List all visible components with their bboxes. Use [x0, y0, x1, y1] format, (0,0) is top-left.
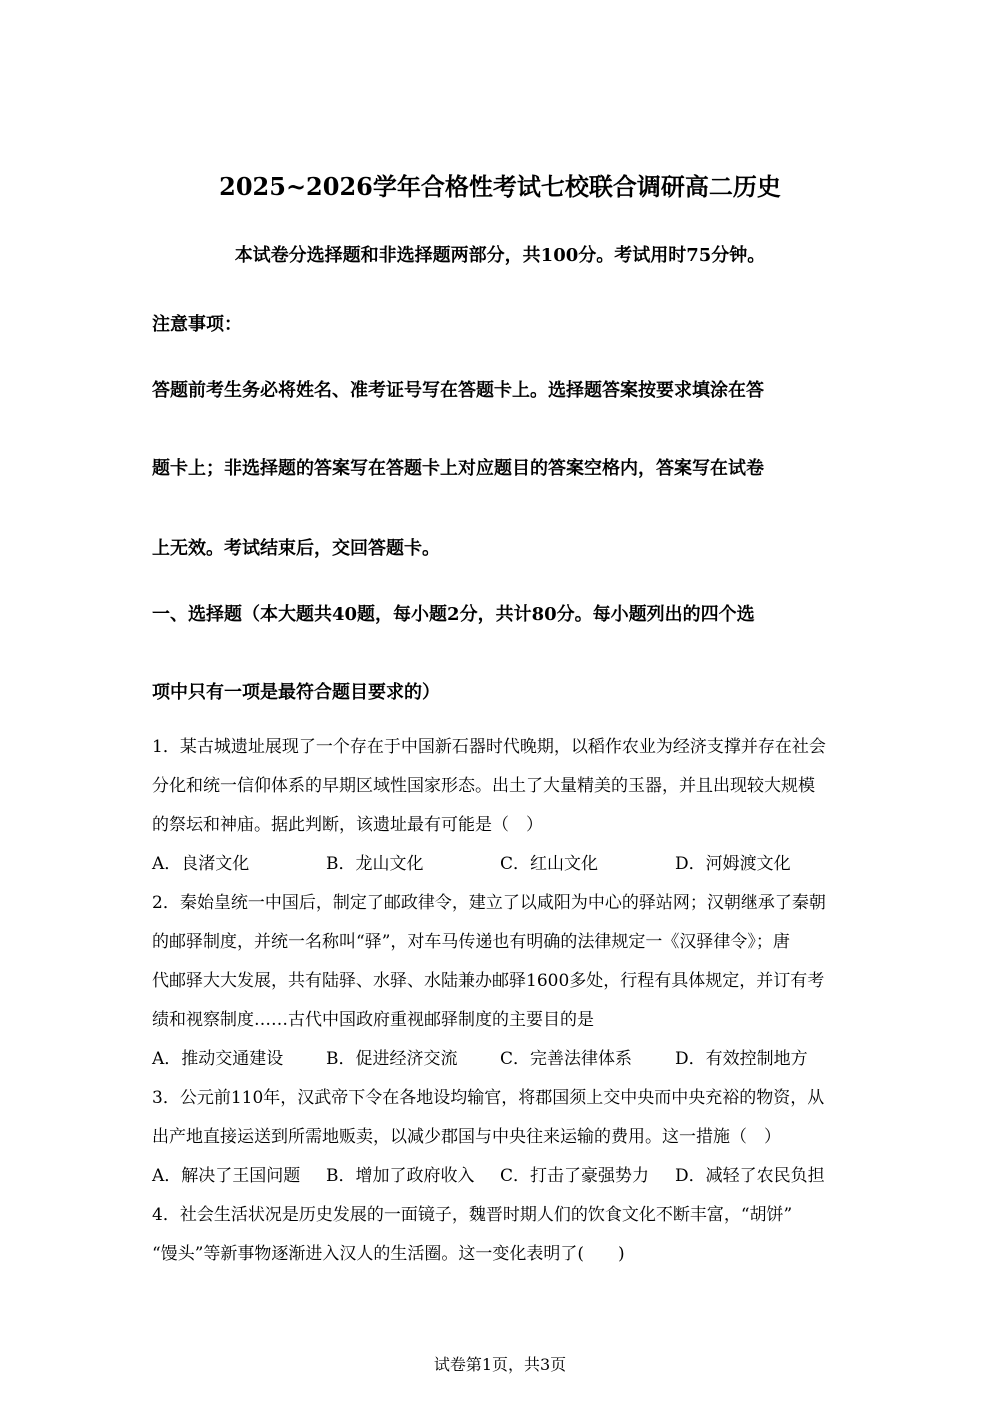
- section-heading: 一、选择题（本大题共40题，每小题2分，共计80分。每小题列出的四个选: [152, 604, 755, 625]
- question-3-option-a[interactable]: A．解决了王国问题: [152, 1166, 301, 1186]
- question-4-line: “馒头”等新事物逐渐进入汉人的生活圈。这一变化表明了( ): [152, 1244, 625, 1264]
- question-3-option-c[interactable]: C．打击了豪强势力: [500, 1166, 650, 1186]
- question-1-line: 分化和统一信仰体系的早期区域性国家形态。出土了大量精美的玉器，并且出现较大规模: [152, 776, 815, 796]
- question-2-option-a[interactable]: A．推动交通建设: [152, 1049, 284, 1069]
- question-1-option-d[interactable]: D．河姆渡文化: [675, 854, 791, 874]
- question-1-option-a[interactable]: A．良渚文化: [152, 854, 250, 874]
- question-1-line: 1．某古城遗址展现了一个存在于中国新石器时代晚期，以稻作农业为经济支撑并存在社会: [152, 737, 826, 757]
- question-3-option-b[interactable]: B．增加了政府收入: [326, 1166, 475, 1186]
- notice-line: 题卡上；非选择题的答案写在答题卡上对应题目的答案空格内，答案写在试卷: [152, 458, 764, 479]
- question-2-line: 绩和视察制度……古代中国政府重视邮驿制度的主要目的是: [152, 1010, 594, 1030]
- question-2-option-d[interactable]: D．有效控制地方: [675, 1049, 808, 1069]
- question-2-line: 的邮驿制度，并统一名称叫“驿”，对车马传递也有明确的法律规定一《汉驿律令》；唐: [152, 932, 790, 952]
- exam-title: 2025~2026学年合格性考试七校联合调研高二历史: [219, 172, 781, 201]
- notice-line: 上无效。考试结束后，交回答题卡。: [152, 538, 440, 559]
- question-3-option-d[interactable]: D．减轻了农民负担: [675, 1166, 825, 1186]
- question-2-option-b[interactable]: B．促进经济交流: [326, 1049, 458, 1069]
- question-2-option-c[interactable]: C．完善法律体系: [500, 1049, 633, 1069]
- question-2-line: 2．秦始皇统一中国后，制定了邮政律令，建立了以咸阳为中心的驿站网；汉朝继承了秦朝: [152, 893, 826, 913]
- question-4-line: 4．社会生活状况是历史发展的一面镜子，魏晋时期人们的饮食文化不断丰富，“胡饼”: [152, 1205, 793, 1225]
- question-1-option-b[interactable]: B．龙山文化: [326, 854, 424, 874]
- section-heading: 项中只有一项是最符合题目要求的）: [152, 682, 440, 703]
- notice-heading: 注意事项：: [152, 314, 242, 335]
- question-1-line: 的祭坛和神庙。据此判断，该遗址最有可能是（ ）: [152, 815, 543, 835]
- question-1-option-c[interactable]: C．红山文化: [500, 854, 599, 874]
- question-3-line: 出产地直接运送到所需地贩卖，以减少郡国与中央往来运输的费用。这一措施（ ）: [152, 1127, 781, 1147]
- exam-subtitle: 本试卷分选择题和非选择题两部分，共100分。考试用时75分钟。: [234, 245, 766, 266]
- question-2-line: 代邮驿大大发展，共有陆驿、水驿、水陆兼办邮驿1600多处，行程有具体规定，并订有考: [152, 971, 825, 991]
- question-3-line: 3．公元前110年，汉武帝下令在各地设均输官，将郡国须上交中央而中央充裕的物资，从: [152, 1088, 825, 1108]
- page-footer: 试卷第1页，共3页: [433, 1355, 567, 1374]
- notice-line: 答题前考生务必将姓名、准考证号写在答题卡上。选择题答案按要求填涂在答: [152, 380, 764, 401]
